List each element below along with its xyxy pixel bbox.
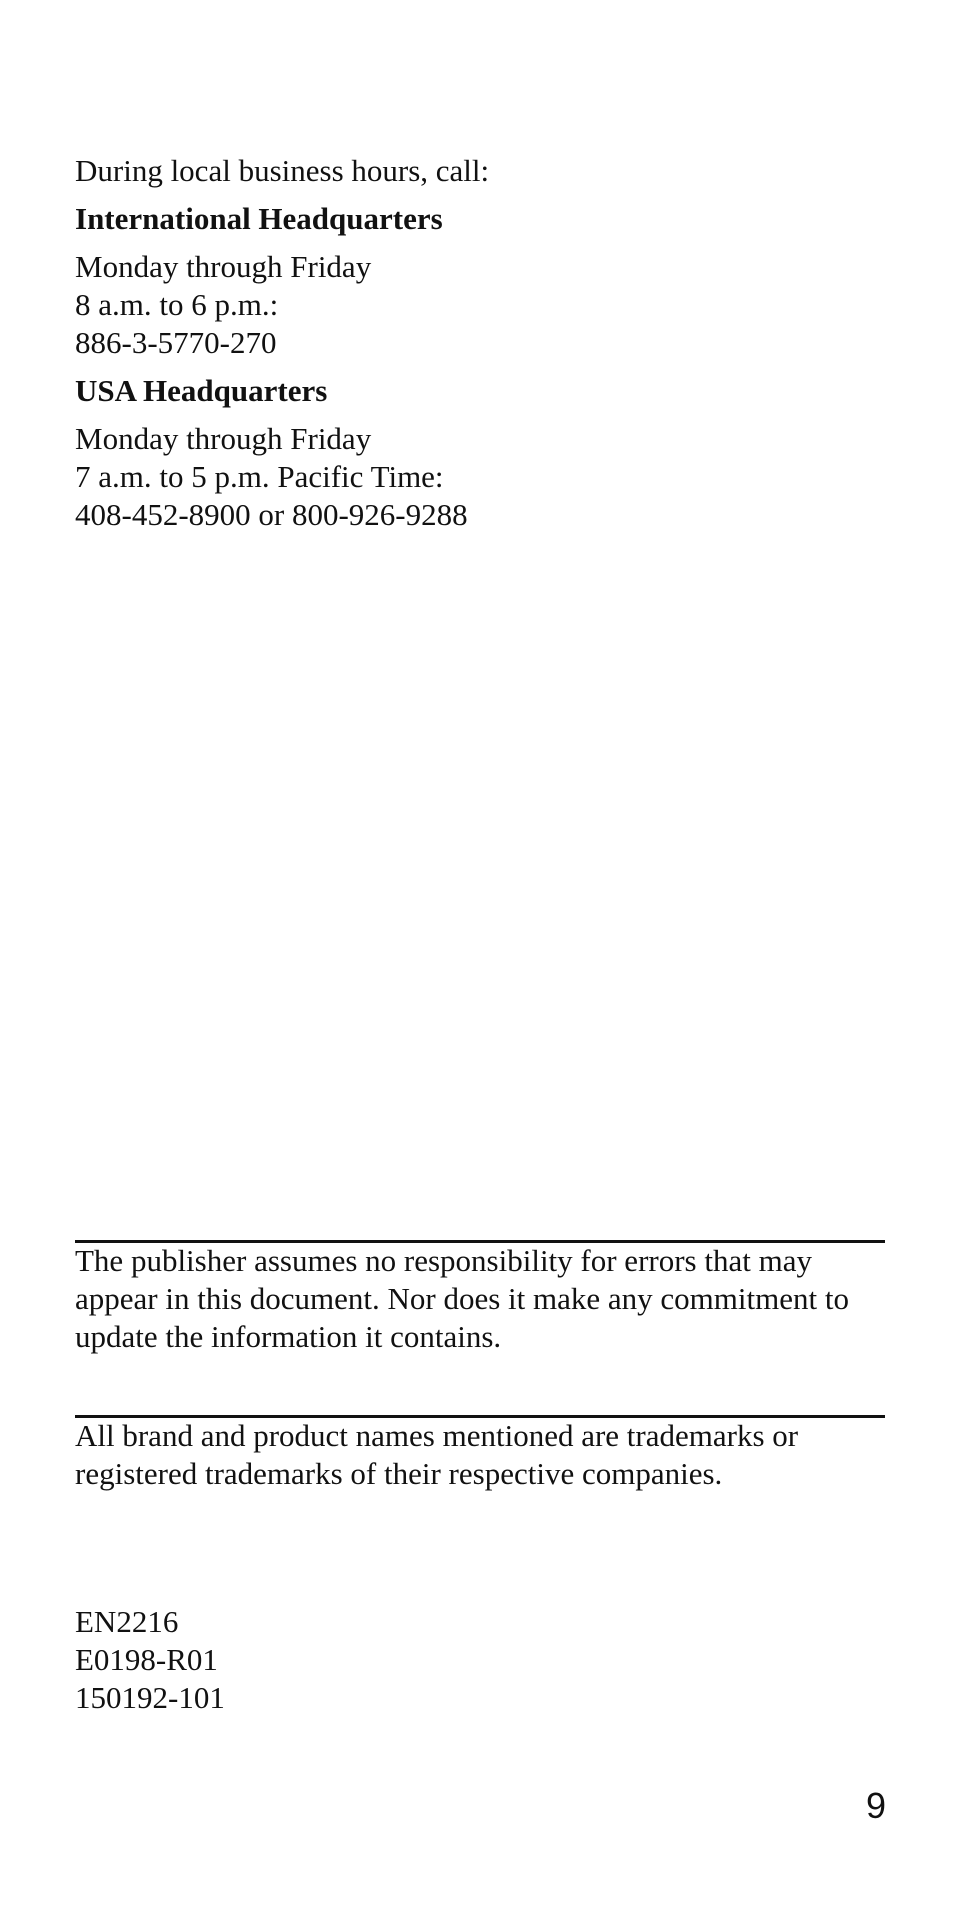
disclaimer-line: update the information it contains. (75, 1319, 502, 1354)
contact-section (75, 152, 875, 544)
international-hq-details (75, 248, 875, 362)
disclaimer-notice (75, 1242, 887, 1356)
international-hq-heading: International Headquarters (75, 201, 443, 236)
document-code: EN2216 (75, 1604, 179, 1639)
document-code: E0198-R01 (75, 1642, 218, 1677)
usa-hq-heading: USA Headquarters (75, 373, 328, 408)
page-number: 9 (865, 1785, 886, 1826)
document-codes (75, 1603, 225, 1717)
contact-intro: During local business hours, call: (75, 153, 490, 188)
usa-hq-days: Monday through Friday (75, 421, 372, 456)
international-hq-days: Monday through Friday (75, 249, 372, 284)
trademark-notice (75, 1417, 887, 1493)
document-code: 150192-101 (75, 1680, 225, 1715)
usa-hq-phone: 408-452-8900 or 800-926-9288 (75, 497, 468, 532)
international-hq-hours: 8 a.m. to 6 p.m.: (75, 287, 279, 322)
disclaimer-line: The publisher assumes no responsibility for errors that may (75, 1243, 812, 1278)
trademark-line: All brand and product names mentioned are trademarks or (75, 1418, 799, 1453)
usa-hq-details (75, 420, 875, 534)
usa-hq-hours: 7 a.m. to 5 p.m. Pacific Time: (75, 459, 444, 494)
trademark-line: registered trademarks of their respective companies. (75, 1456, 723, 1491)
international-hq-phone: 886-3-5770-270 (75, 325, 277, 360)
disclaimer-line: appear in this document. Nor does it make any commitment to (75, 1281, 849, 1316)
